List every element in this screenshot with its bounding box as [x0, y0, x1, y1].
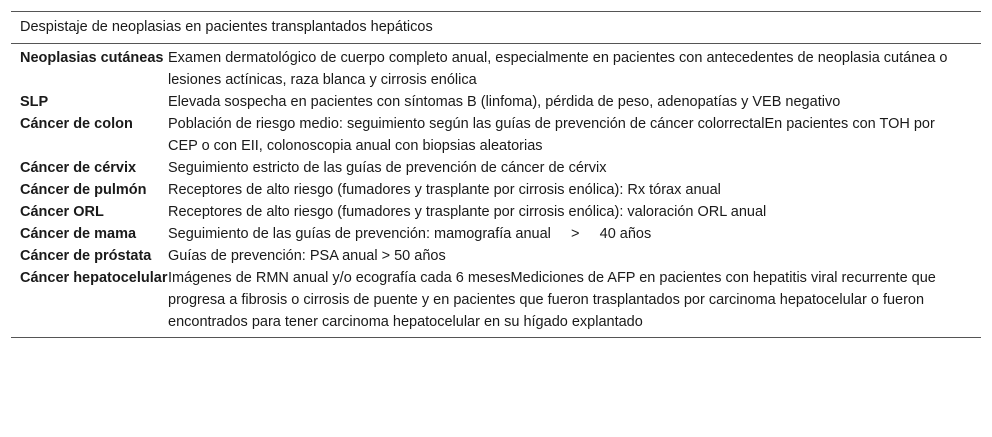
table-row [11, 91, 981, 113]
row-label: Cáncer de cérvix [20, 160, 137, 176]
row-text: Guías de prevención: PSA anual > 50 años [168, 248, 446, 264]
row-text: Población de riesgo medio: seguimiento según las guías de prevención de cáncer colorrectalEn pacientes con TOH por CEP o con EII, colonoscopia anual con biopsias aleatorias [168, 116, 935, 154]
row-text: Receptores de alto riesgo (fumadores y trasplante por cirrosis enólica): Rx tórax anual [168, 182, 721, 198]
table-row [11, 179, 981, 201]
row-label: Neoplasias cutáneas [20, 50, 164, 66]
row-label: SLP [20, 94, 49, 110]
table-title: Despistaje de neoplasias en pacientes transplantados hepáticos [11, 11, 981, 44]
row-text: Elevada sospecha en pacientes con síntomas B (linfoma), pérdida de peso, adenopatías y VEB negativo [168, 94, 841, 110]
table-row [11, 267, 981, 333]
table-row [11, 157, 981, 179]
table-row [11, 223, 981, 245]
table-body [11, 44, 981, 338]
row-text: Seguimiento estricto de las guías de prevención de cáncer de cérvix [168, 160, 607, 176]
row-text: Receptores de alto riesgo (fumadores y trasplante por cirrosis enólica): valoración ORL anual [168, 204, 767, 220]
row-label: Cáncer ORL [20, 204, 104, 220]
row-label: Cáncer hepatocelular [20, 270, 168, 286]
row-label: Cáncer de próstata [20, 248, 152, 264]
table-row [11, 245, 981, 267]
table-row [11, 113, 981, 157]
row-text: Imágenes de RMN anual y/o ecografía cada 6 mesesMediciones de AFP en pacientes con hepatitis viral recurrente que progresa a fibrosis o cirrosis de puente y en pacientes que fueron trasplantados por carcinoma hepatocelular o fueron encontrados para tener carcinoma hepatocelular en su hígado explantado [168, 270, 936, 330]
row-label: Cáncer de colon [20, 116, 133, 132]
table-row [11, 201, 981, 223]
row-label: Cáncer de pulmón [20, 182, 147, 198]
row-text: Examen dermatológico de cuerpo completo anual, especialmente en pacientes con antecedentes de neoplasia cutánea o lesiones actínicas, raza blanca y cirrosis enólica [168, 50, 948, 88]
row-text: Seguimiento de las guías de prevención: mamografía anual > 40 años [168, 226, 652, 242]
table-row [11, 47, 981, 91]
screening-table [11, 11, 981, 338]
row-label: Cáncer de mama [20, 226, 137, 242]
